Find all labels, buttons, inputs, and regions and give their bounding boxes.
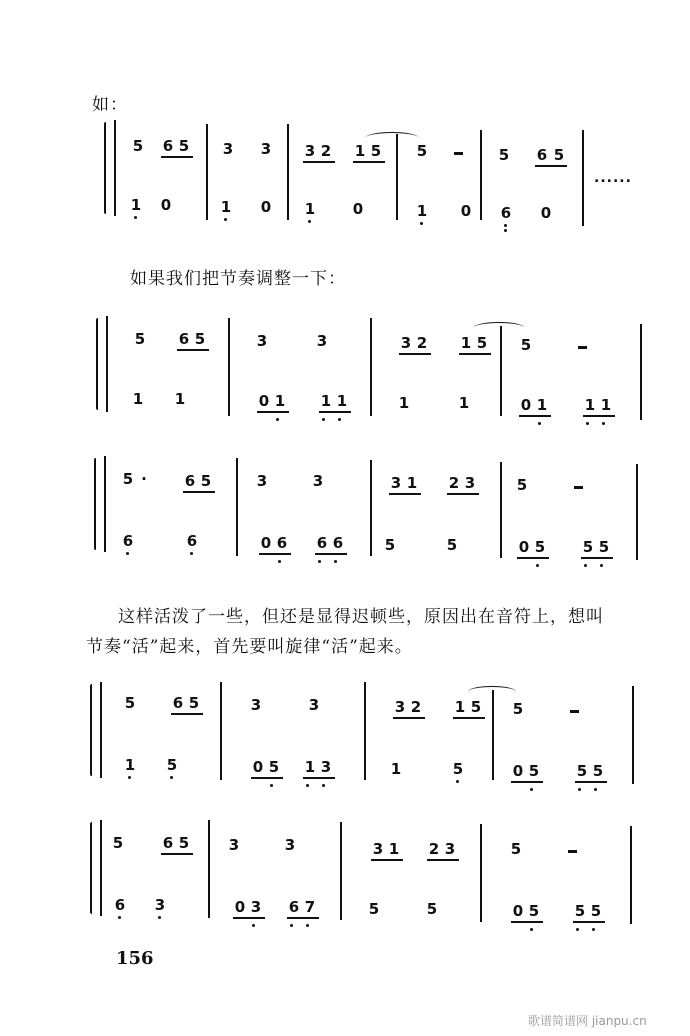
eighth-beam xyxy=(581,557,613,559)
note: 1 xyxy=(130,196,142,214)
note: 6 xyxy=(332,534,344,552)
note: 0 xyxy=(520,396,532,414)
note: 6 xyxy=(184,472,196,490)
bar-line xyxy=(228,318,230,416)
note: 3 xyxy=(284,836,296,854)
note: 2 xyxy=(416,334,428,352)
bar-line xyxy=(208,820,210,918)
note: 6 xyxy=(186,532,198,550)
sustain-dash xyxy=(578,346,587,349)
note: 1 xyxy=(460,334,472,352)
note: 5 xyxy=(384,536,396,554)
eighth-beam xyxy=(319,411,351,413)
eighth-beam xyxy=(177,349,209,351)
low-octave-dot xyxy=(504,224,507,227)
low-octave-dot xyxy=(334,560,337,563)
low-octave-dot xyxy=(252,924,255,927)
low-octave-dot xyxy=(128,776,131,779)
low-octave-dot xyxy=(134,216,137,219)
note: 0 xyxy=(260,198,272,216)
note: 5 xyxy=(520,336,532,354)
note: 1 xyxy=(406,474,418,492)
sustain-dash xyxy=(568,850,577,853)
bar-line xyxy=(364,682,366,780)
sustain-dash xyxy=(570,710,579,713)
system-brace xyxy=(96,318,98,410)
note: 1 xyxy=(454,698,466,716)
system-start-bar xyxy=(106,316,108,412)
eighth-beam xyxy=(511,921,543,923)
eighth-beam xyxy=(303,777,335,779)
low-octave-dot xyxy=(306,924,309,927)
low-octave-dot xyxy=(456,780,459,783)
note: 5 xyxy=(592,762,604,780)
eighth-beam xyxy=(393,717,425,719)
note: 1 xyxy=(398,394,410,412)
note: 3 xyxy=(222,140,234,158)
note: 3 xyxy=(320,758,332,776)
note: 2 xyxy=(448,474,460,492)
bar-line xyxy=(480,130,482,220)
note: 3 xyxy=(308,696,320,714)
bar-line xyxy=(206,124,208,220)
low-octave-dot xyxy=(158,916,161,919)
low-octave-dot xyxy=(290,924,293,927)
eighth-beam xyxy=(251,777,283,779)
note: 2 xyxy=(320,142,332,160)
tie-arc xyxy=(474,322,524,333)
eighth-beam xyxy=(453,717,485,719)
note: 1 xyxy=(536,396,548,414)
note: 3 xyxy=(316,332,328,350)
bar-line xyxy=(500,326,502,416)
note: 3 xyxy=(444,840,456,858)
note: 6 xyxy=(162,834,174,852)
eighth-beam xyxy=(315,553,347,555)
note: 3 xyxy=(312,472,324,490)
system-start-bar xyxy=(114,120,116,216)
eighth-beam xyxy=(183,491,215,493)
low-octave-dot xyxy=(318,560,321,563)
low-octave-dot xyxy=(578,788,581,791)
eighth-beam xyxy=(259,553,291,555)
note: 5 xyxy=(553,146,565,164)
eighth-beam xyxy=(427,859,459,861)
note: 2 xyxy=(428,840,440,858)
note: 5 xyxy=(416,142,428,160)
note: 6 xyxy=(288,898,300,916)
low-octave-dot xyxy=(118,916,121,919)
note: 0 xyxy=(512,902,524,920)
paragraph-line-2: 节奏“活”起来，首先要叫旋律“活”起来。 xyxy=(86,637,413,657)
note: 7 xyxy=(304,898,316,916)
low-octave-dot xyxy=(602,422,605,425)
eighth-beam xyxy=(371,859,403,861)
low-octave-dot xyxy=(538,422,541,425)
note: 1 xyxy=(320,392,332,410)
note: 1 xyxy=(390,760,402,778)
low-octave-dot xyxy=(576,928,579,931)
bar-line xyxy=(396,134,398,220)
eighth-beam xyxy=(171,713,203,715)
eighth-beam xyxy=(389,493,421,495)
note: 5 xyxy=(528,762,540,780)
bar-line xyxy=(287,124,289,220)
note: 5 xyxy=(426,900,438,918)
note: 6 xyxy=(500,204,512,222)
note: 5 xyxy=(122,470,134,488)
system-start-bar xyxy=(104,456,106,552)
eighth-beam xyxy=(353,161,385,163)
eighth-beam xyxy=(575,781,607,783)
note: 6 xyxy=(316,534,328,552)
sentence-rhythm-adjust: 如果我们把节奏调整一下： xyxy=(130,269,346,289)
note: 1 xyxy=(458,394,470,412)
note: 5 xyxy=(574,902,586,920)
note: 1 xyxy=(354,142,366,160)
bar-line xyxy=(636,464,638,560)
low-octave-dot xyxy=(306,784,309,787)
note: 5 xyxy=(470,698,482,716)
note: 5 xyxy=(194,330,206,348)
note: 3 xyxy=(304,142,316,160)
note: 5 xyxy=(512,700,524,718)
eighth-beam xyxy=(399,353,431,355)
note: 3 xyxy=(464,474,476,492)
note: 5 xyxy=(132,137,144,155)
note: 1 xyxy=(220,198,232,216)
bar-line xyxy=(500,462,502,558)
sustain-dash xyxy=(574,486,583,489)
eighth-beam xyxy=(161,156,193,158)
note: 5 xyxy=(590,902,602,920)
eighth-beam xyxy=(583,415,615,417)
note: 6 xyxy=(276,534,288,552)
low-octave-dot xyxy=(592,928,595,931)
note: 5 xyxy=(452,760,464,778)
low-octave-dot xyxy=(190,552,193,555)
intro-label: 如： xyxy=(92,95,128,115)
low-octave-dot xyxy=(530,788,533,791)
note: 5 xyxy=(498,146,510,164)
note: 1 xyxy=(174,390,186,408)
bar-line xyxy=(632,686,634,784)
low-octave-dot xyxy=(600,564,603,567)
note: 0 xyxy=(352,200,364,218)
note: 3 xyxy=(372,840,384,858)
bar-line xyxy=(220,682,222,780)
note: 3 xyxy=(250,696,262,714)
note: 3 xyxy=(260,140,272,158)
eighth-beam xyxy=(303,161,335,163)
note: 5 xyxy=(178,834,190,852)
note: 1 xyxy=(304,200,316,218)
eighth-beam xyxy=(535,165,567,167)
eighth-beam xyxy=(161,853,193,855)
note: 5 xyxy=(476,334,488,352)
bar-line xyxy=(340,822,342,920)
note: 1 xyxy=(124,756,136,774)
note: 0 xyxy=(460,202,472,220)
low-octave-dot xyxy=(322,784,325,787)
low-octave-dot xyxy=(338,418,341,421)
bar-line xyxy=(582,130,584,226)
note: 0 xyxy=(252,758,264,776)
bar-line xyxy=(480,824,482,922)
eighth-beam xyxy=(519,415,551,417)
note: 3 xyxy=(250,898,262,916)
note: 0 xyxy=(234,898,246,916)
note: 6 xyxy=(172,694,184,712)
note: 3 xyxy=(154,896,166,914)
note: 5 xyxy=(576,762,588,780)
low-octave-dot xyxy=(584,564,587,567)
note: 1 xyxy=(584,396,596,414)
note: 5 xyxy=(134,330,146,348)
low-octave-dot xyxy=(586,422,589,425)
note: 5 xyxy=(124,694,136,712)
note: 3 xyxy=(390,474,402,492)
bar-line xyxy=(370,460,372,556)
note: 5 xyxy=(582,538,594,556)
note: 0 xyxy=(540,204,552,222)
system-start-bar xyxy=(100,820,102,916)
sustain-dash xyxy=(454,152,463,155)
note: 0 xyxy=(512,762,524,780)
note: 2 xyxy=(410,698,422,716)
bar-line xyxy=(630,826,632,924)
low-octave-dot xyxy=(420,222,423,225)
note: 6 xyxy=(122,532,134,550)
low-octave-dot xyxy=(530,928,533,931)
system-brace xyxy=(90,684,92,776)
low-octave-dot xyxy=(170,776,173,779)
note: 5 xyxy=(446,536,458,554)
system-brace xyxy=(104,122,106,214)
note: 1 xyxy=(304,758,316,776)
bar-line xyxy=(370,318,372,416)
note: 5 xyxy=(516,476,528,494)
note: 1 xyxy=(132,390,144,408)
eighth-beam xyxy=(233,917,265,919)
bar-line xyxy=(236,458,238,556)
watermark: 歌谱简谱网 jianpu.cn xyxy=(528,1014,647,1028)
note: 0 xyxy=(258,392,270,410)
note: 1 xyxy=(336,392,348,410)
low-octave-dot xyxy=(278,560,281,563)
low-octave-dot xyxy=(276,418,279,421)
note: 5 xyxy=(112,834,124,852)
low-octave-dot xyxy=(126,552,129,555)
augmentation-dot: · xyxy=(141,470,147,488)
note: 3 xyxy=(394,698,406,716)
eighth-beam xyxy=(517,557,549,559)
eighth-beam xyxy=(257,411,289,413)
note: 6 xyxy=(178,330,190,348)
page-number: 156 xyxy=(116,948,154,969)
eighth-beam xyxy=(287,917,319,919)
continuation-dots: ...... xyxy=(594,170,632,186)
note: 3 xyxy=(256,332,268,350)
paragraph-line-1: 这样活泼了一些，但还是显得迟顿些，原因出在音符上，想叫 xyxy=(118,607,604,627)
bar-line xyxy=(492,690,494,780)
low-octave-dot xyxy=(270,784,273,787)
note: 5 xyxy=(370,142,382,160)
note: 3 xyxy=(228,836,240,854)
note: 3 xyxy=(256,472,268,490)
note: 5 xyxy=(178,137,190,155)
note: 1 xyxy=(274,392,286,410)
note: 5 xyxy=(368,900,380,918)
eighth-beam xyxy=(459,353,491,355)
note: 5 xyxy=(166,756,178,774)
low-octave-dot xyxy=(224,218,227,221)
system-brace xyxy=(94,458,96,550)
note: 5 xyxy=(268,758,280,776)
note: 5 xyxy=(200,472,212,490)
note: 6 xyxy=(114,896,126,914)
low-octave-dot xyxy=(308,220,311,223)
eighth-beam xyxy=(447,493,479,495)
note: 0 xyxy=(160,196,172,214)
note: 6 xyxy=(536,146,548,164)
note: 3 xyxy=(400,334,412,352)
low-octave-dot xyxy=(504,229,507,232)
note: 5 xyxy=(528,902,540,920)
low-octave-dot xyxy=(536,564,539,567)
eighth-beam xyxy=(573,921,605,923)
note: 5 xyxy=(510,840,522,858)
note: 6 xyxy=(162,137,174,155)
note: 1 xyxy=(600,396,612,414)
eighth-beam xyxy=(511,781,543,783)
system-start-bar xyxy=(100,682,102,778)
note: 5 xyxy=(598,538,610,556)
note: 1 xyxy=(416,202,428,220)
note: 5 xyxy=(534,538,546,556)
note: 0 xyxy=(518,538,530,556)
low-octave-dot xyxy=(594,788,597,791)
bar-line xyxy=(640,324,642,420)
note: 5 xyxy=(188,694,200,712)
system-brace xyxy=(90,822,92,914)
note: 1 xyxy=(388,840,400,858)
low-octave-dot xyxy=(322,418,325,421)
note: 0 xyxy=(260,534,272,552)
